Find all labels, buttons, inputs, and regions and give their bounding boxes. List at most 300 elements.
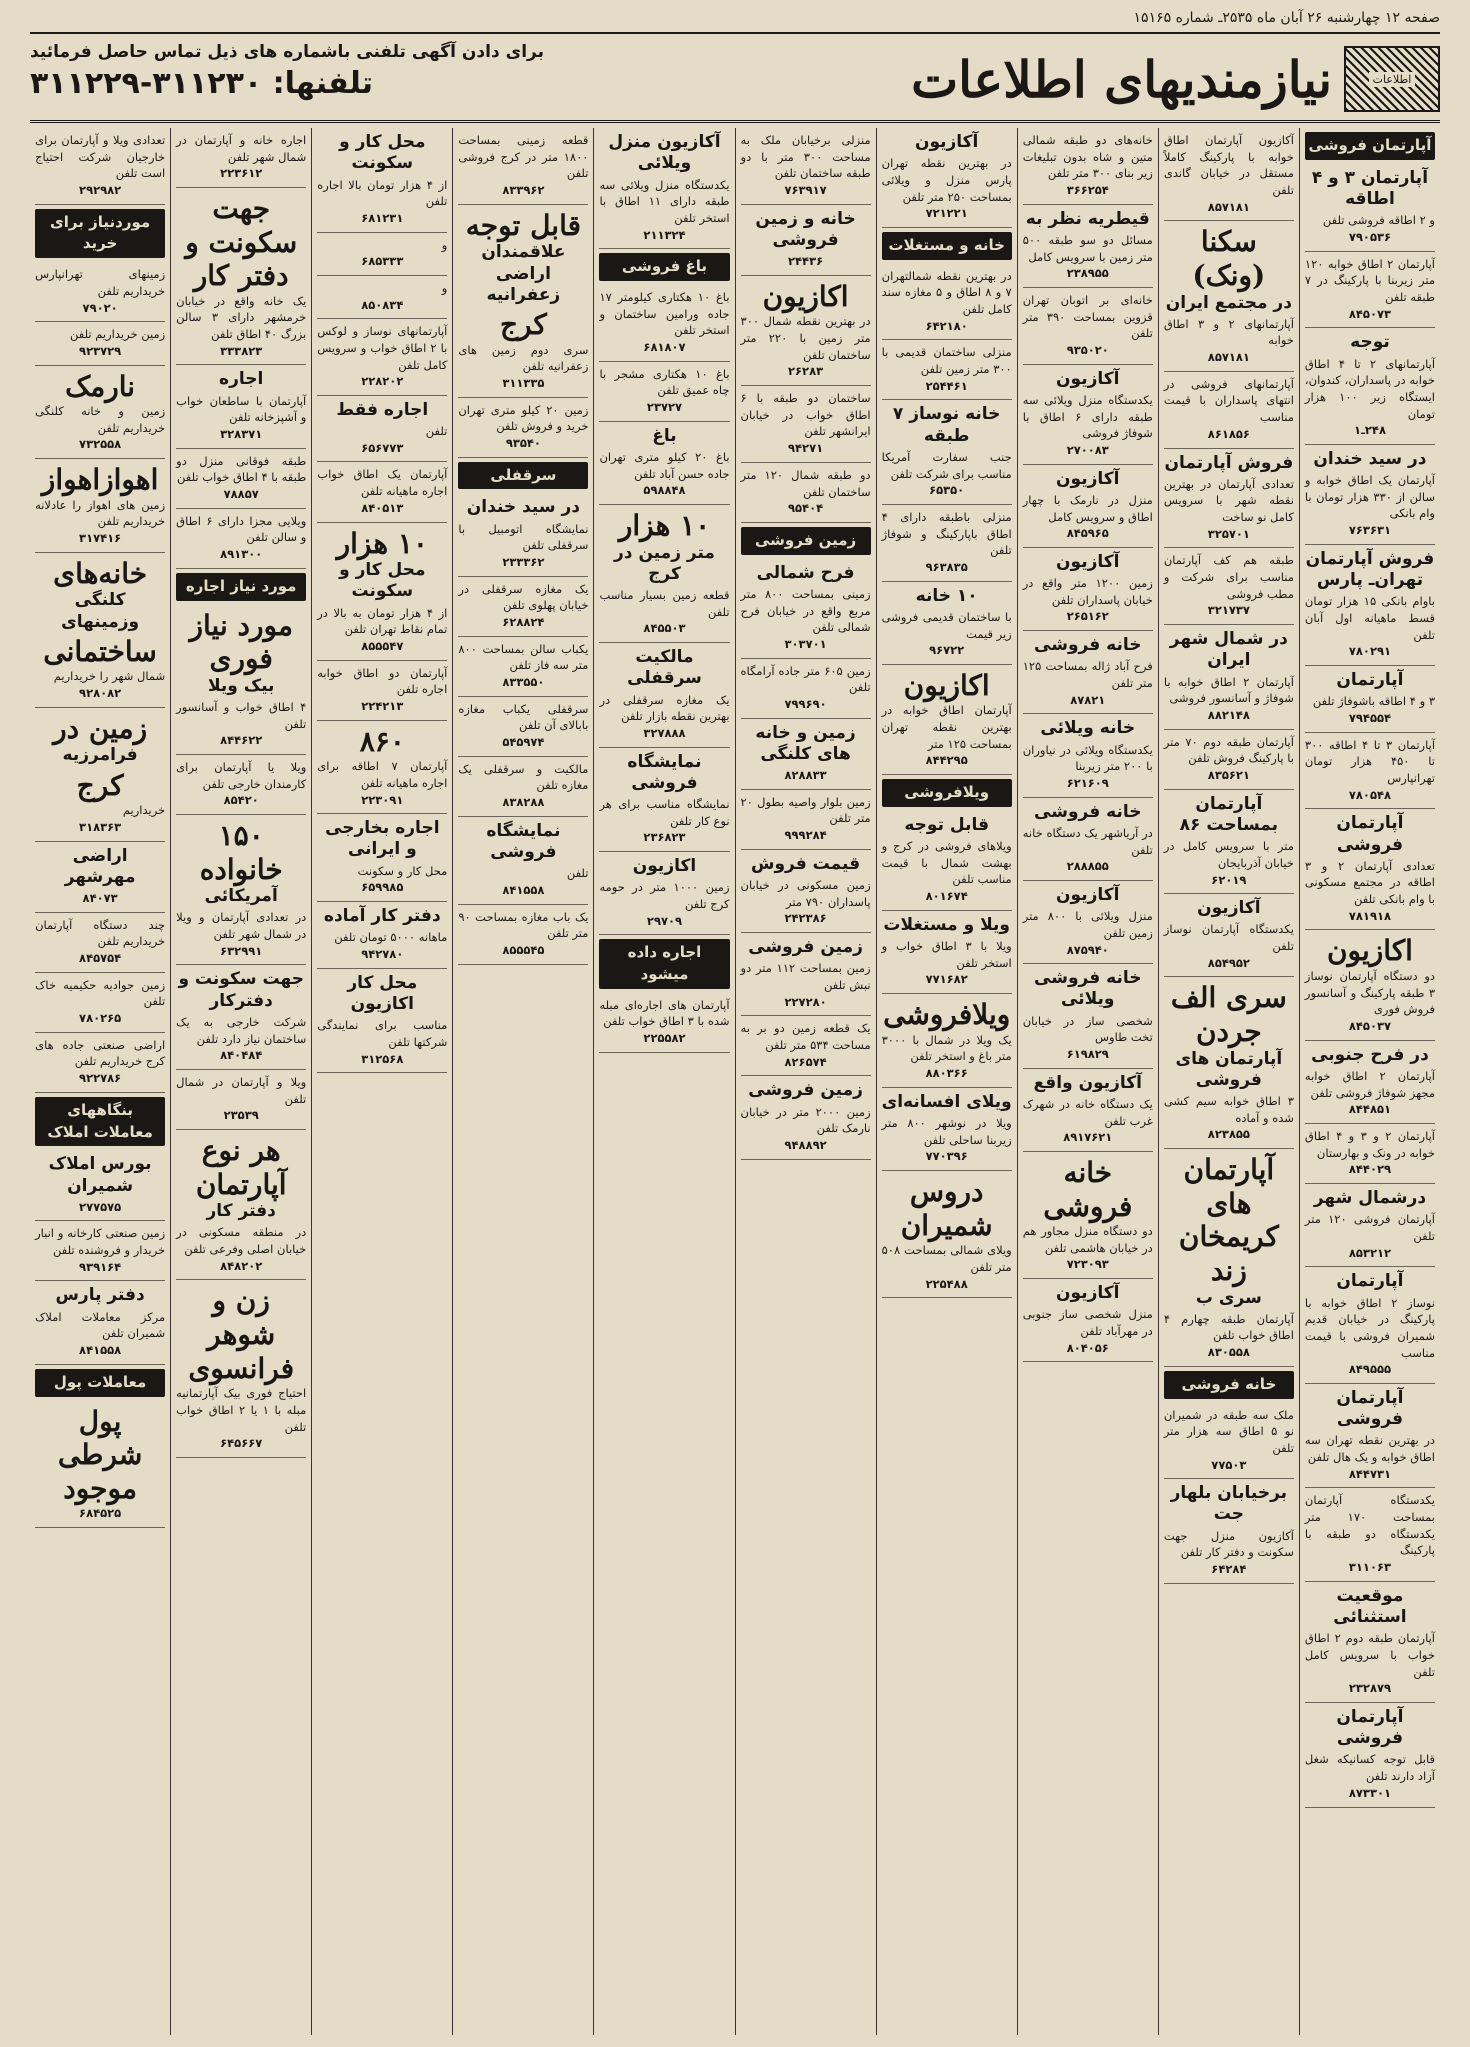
ad-phone: ۲۲۳۰۹۱ xyxy=(361,792,404,807)
ad-body: در بهترین نقطه شمال ۳۰۰ متر زمین با ۲۲۰ متر ساختمان تلفن xyxy=(740,314,871,362)
ad-display-heading: اکازیون xyxy=(762,279,849,313)
ad-body: ساختمان دو طبقه با ۶ اطاق خواب در خیابان ایرانشهر تلفن xyxy=(740,391,871,439)
classified-ad xyxy=(741,719,871,790)
classified-ad xyxy=(317,462,447,522)
classified-ad xyxy=(741,386,871,463)
classified-ad xyxy=(1305,1703,1435,1808)
ad-phone: ۷۹۰۵۳۶ xyxy=(1348,229,1392,244)
ad-phone: ۵۴۵۹۷۴ xyxy=(502,735,545,750)
ad-phone: ۲۴۲۳۸۶ xyxy=(784,911,827,926)
ad-body: باوام بانکی ۱۵ هزار تومان قسط ماهیانه اول آبان تلفن xyxy=(1304,594,1435,642)
ad-phone: ۸۸۲۱۴۸ xyxy=(1207,707,1250,722)
classified-ad xyxy=(35,322,165,365)
ad-body: طبقه هم کف آپارتمان مناسب برای شرکت و مطب فروشی xyxy=(1163,553,1294,601)
ad-body: یکدستگاه آپارتمان نوساز تلفن xyxy=(1163,922,1294,954)
section-header: خانه فروشی xyxy=(1164,1371,1294,1399)
ad-phone: ۷۸۰۵۴۸ xyxy=(1348,787,1392,802)
ad-heading: دفتر پارس xyxy=(55,1285,145,1306)
ad-body: زمین ۲۰۰۰ متر در خیابان نارمک تلفن xyxy=(740,1104,871,1136)
classified-ad xyxy=(458,697,588,757)
section-title: نیازمندیهای اطلاعات xyxy=(911,49,1332,109)
classified-ad xyxy=(176,755,306,815)
classified-ad xyxy=(176,449,306,509)
ad-phone: ۳۰۳۷۰۱ xyxy=(784,636,827,651)
ad-body: منزل شخصی ساز جنوبی در مهرآباد تلفن xyxy=(1022,1307,1153,1339)
ad-heading: زمین فروشی xyxy=(748,937,863,957)
classified-ad xyxy=(1164,128,1294,221)
ad-body: ۴ اطاق خواب و آسانسور تلفن xyxy=(176,699,307,731)
classified-ad xyxy=(176,1070,306,1130)
ad-body: آپارتمان طبقه دوم ۷۰ متر با پارکینگ فروش تلفن xyxy=(1163,734,1294,766)
classified-ad xyxy=(882,340,1012,400)
ad-heading: آکازیون xyxy=(914,132,979,152)
classified-ad xyxy=(1305,1384,1435,1489)
ad-body: آپارتمانهای نوساز و لوکس با ۲ اطاق خواب و سرویس کامل تلفن xyxy=(317,324,448,372)
section-header: موردنیاز برای خرید xyxy=(35,209,165,259)
ad-phone: ۸۲۶۵۷۴ xyxy=(784,1054,827,1069)
ad-phone: ۹۴۲۷۸۰ xyxy=(361,947,404,961)
ad-body: آپارتمان ۲ و ۳ و ۴ اطاق خوابه در ونک و بهارستان xyxy=(1304,1129,1435,1160)
classified-ad xyxy=(1305,930,1435,1040)
ad-heading: محل کار و سکونت xyxy=(339,132,426,174)
ad-body: ویلا با ۳ اطاق خواب و استخر تلفن xyxy=(881,939,1012,970)
contact-notice: برای دادن آگهی تلفنی باشماره های ذیل تماس حاصل فرمائید xyxy=(30,42,544,62)
classified-ad xyxy=(1164,977,1294,1149)
ad-display-heading: ۱۵۰ خانواده xyxy=(199,819,283,886)
classified-ad xyxy=(35,1150,165,1221)
ad-phone: ۶۳۲۹۹۱ xyxy=(220,943,263,958)
classified-ad xyxy=(317,814,447,902)
classified-ad xyxy=(599,285,729,362)
classified-ad xyxy=(882,811,1012,911)
classified-ad xyxy=(1305,1488,1435,1581)
ad-phone: ۸۳۸۲۸۸ xyxy=(502,795,545,810)
ad-phone: ۷۷۱۶۸۲ xyxy=(925,972,968,987)
classified-ad xyxy=(1023,1152,1153,1279)
ad-phone: ۹۵۴۰۴ xyxy=(788,501,824,516)
classified-ad xyxy=(35,553,165,708)
classified-ad xyxy=(1305,666,1435,733)
ad-phone: ۹۲۳۷۲۹ xyxy=(79,343,122,358)
ad-phone: ۳۱۱۳۳۵ xyxy=(502,375,545,390)
ad-phone: ۲۲۴۲۱۳ xyxy=(361,698,404,713)
classified-ad xyxy=(176,128,306,188)
ad-phone: ۷۸۰۲۶۵ xyxy=(79,1011,122,1026)
classified-ad xyxy=(35,708,165,842)
ad-phone: ۲۳۶۸۲۳ xyxy=(643,830,686,845)
ad-body: سرقفلی یکباب مغازه بابالای آن تلفن xyxy=(458,701,589,733)
classified-ad xyxy=(741,463,871,523)
ad-body: مناسب برای نمایندگی شرکتها تلفن xyxy=(317,1018,448,1049)
ad-phone: ۸۰۱۶۷۴ xyxy=(925,889,968,904)
classified-ad xyxy=(882,665,1012,775)
ad-display-heading: نارمک xyxy=(65,369,136,403)
ad-phone: ۸۴۴۰۲۹ xyxy=(1348,1162,1392,1177)
ad-heading: قابل توجه xyxy=(904,814,989,835)
column-3 xyxy=(1017,128,1158,2035)
ad-body: منزلی ساختمان قدیمی با ۳۰۰ متر زمین تلفن xyxy=(881,345,1012,377)
classified-ad xyxy=(1164,790,1294,895)
ad-phone: ۲۷۰۰۸۳ xyxy=(1066,442,1109,457)
ad-body: ۳ اطاق خوابه سیم کشی شده و آماده xyxy=(1163,1094,1294,1125)
classified-ad xyxy=(317,902,447,969)
ad-body: ویلایی مجزا دارای ۶ اطاق و سالن تلفن xyxy=(176,513,307,545)
ad-body: ماهانه ۵۰۰۰ تومان تلفن xyxy=(334,930,448,945)
ad-phone: ۲۸۸۸۵۵ xyxy=(1066,859,1109,874)
classified-ad xyxy=(599,748,729,853)
ad-phone: ۹۶۳۸۳۵ xyxy=(925,559,968,574)
ad-heading: سری ب xyxy=(1195,1287,1262,1308)
ad-phone: ۹۴۸۸۹۲ xyxy=(784,1137,827,1152)
classified-ad xyxy=(882,128,1012,228)
ad-body: یک باب مغازه بمساحت ۹۰ متر تلفن xyxy=(458,909,589,941)
classified-ad xyxy=(35,366,165,460)
ad-body: نمایشگاه مناسب برای هر نوع کار تلفن xyxy=(599,797,730,828)
ad-body: زمین بلوار واصیه بطول ۲۰ متر تلفن xyxy=(740,794,871,826)
ad-phone: ۸۵۳۲۱۲ xyxy=(1348,1245,1392,1260)
ad-display-heading: اکازیون xyxy=(903,668,990,702)
section-header: سرقفلی xyxy=(458,462,588,490)
ad-phone: ۶۴۲۱۸۰ xyxy=(925,318,968,333)
classified-ad xyxy=(317,233,447,276)
column-7 xyxy=(452,128,593,2035)
ad-heading: باغ xyxy=(652,425,677,446)
ad-body: آپارتمان ۷ اطاقه برای اجاره ماهیانه تلفن xyxy=(317,759,448,790)
classified-ad xyxy=(882,400,1012,505)
ad-body: باغ ۱۰ هکتاری کیلومتر ۱۷ جاده ورامین ساختمان و استخر تلفن xyxy=(599,289,730,338)
ad-heading: اجاره بخارجی و ایرانی xyxy=(325,818,440,860)
section-header: بنگاههای معاملات املاک xyxy=(35,1097,165,1147)
ad-phone: ۶۱۹۸۲۹ xyxy=(1066,1047,1109,1062)
classified-ad xyxy=(599,852,729,935)
ad-body: چند دستگاه آپارتمان خریداریم تلفن xyxy=(35,917,166,949)
ad-body: در تعدادی آپارتمان و ویلا در شمال شهر تلفن xyxy=(176,910,307,942)
ad-heading: اجاره فقط xyxy=(336,399,429,420)
ad-heading: قیمت فروش xyxy=(751,853,861,874)
contact-box xyxy=(30,42,850,116)
classified-ad xyxy=(882,994,1012,1088)
ad-phone: ۸۸۰۳۶۶ xyxy=(925,1066,968,1081)
ad-phone: ۳۲۸۳۷۱ xyxy=(220,427,263,442)
ad-heading: آکازیون xyxy=(1056,468,1120,489)
ad-heading: آپارتمان ۳ و ۴ اطاقه xyxy=(1311,167,1429,209)
ad-phone: ۸۵۰۸۳۴ xyxy=(361,297,404,312)
classified-ad xyxy=(1023,964,1153,1069)
ad-heading: آپارتمان xyxy=(1336,670,1404,691)
ad-phone: ۳۲۵۷۰۱ xyxy=(1207,526,1250,541)
classified-ad xyxy=(1023,465,1153,548)
ad-body: ملک سه طبقه در شمیران نو ۵ اطاق سه هزار متر تلفن xyxy=(1163,1407,1294,1455)
ad-phone: ۸۴۵۰۷۳ xyxy=(1348,306,1392,321)
ad-display-heading: هر نوع آپارتمان xyxy=(195,1133,287,1201)
column-8 xyxy=(311,128,452,2035)
ad-body: یک ویلا در شمال با ۳۰۰۰ متر باغ و استخر تلفن xyxy=(881,1032,1012,1064)
ad-display-heading-2: ساختمانی xyxy=(43,634,157,668)
ad-phone: ۸۴۱۵۵۸ xyxy=(502,882,545,897)
classified-ad xyxy=(1164,625,1294,730)
classified-ad xyxy=(35,1401,165,1528)
ad-body: زمینهای تهرانپارس خریداریم تلفن xyxy=(35,267,166,298)
ad-heading: درشمال شهر xyxy=(1313,1188,1427,1209)
classified-ad xyxy=(1164,1403,1294,1480)
ad-heading: فرامرزیه xyxy=(62,745,138,766)
classified-ad xyxy=(741,1016,871,1076)
ad-phone: ۸۴۰۴۸۴ xyxy=(220,1048,263,1063)
ad-heading: کلنگی وزمینهای xyxy=(61,590,140,632)
ad-phone: ۳۱۲۵۶۸ xyxy=(361,1051,404,1066)
ad-heading: آپارتمان فروشی xyxy=(1336,813,1404,855)
ad-phone: ۶۵۶۷۷۳ xyxy=(361,440,404,455)
ad-body: یک مغازه سرقفلی در بهترین نقطه بازار تلفن xyxy=(599,692,730,724)
ad-body: زمین های اهواز را عادلانه خریداریم تلفن xyxy=(35,497,166,529)
ad-display-heading: زن و شوهر فرانسوی xyxy=(188,1284,295,1385)
classified-ad xyxy=(741,659,871,719)
ad-body: آکازیون منزل جهت سکونت و دفتر کار تلفن xyxy=(1163,1528,1294,1560)
ad-body: شمال شهر را خریداریم xyxy=(53,669,166,684)
classified-ad xyxy=(1305,1184,1435,1267)
ad-phone: ۶۴۲۸۴ xyxy=(1211,1562,1247,1577)
classified-ad xyxy=(1305,1267,1435,1384)
classified-ad xyxy=(35,1281,165,1364)
ad-phone: ۸۳۵۶۲۱ xyxy=(1207,767,1250,782)
ad-heading: فرح شمالی xyxy=(756,562,855,583)
classified-ad xyxy=(1164,548,1294,625)
classified-ad xyxy=(458,493,588,576)
ad-display-heading: قابل توجه xyxy=(465,208,582,242)
classified-ad xyxy=(458,817,588,905)
ad-body: یک مغازه سرقفلی در خیابان پهلوی تلفن xyxy=(458,581,589,613)
ad-phone: ۲۴۴۳۶ xyxy=(788,254,824,269)
classified-ad xyxy=(741,1076,871,1159)
classified-ad xyxy=(317,523,447,661)
ad-heading: آکازیون واقع xyxy=(1033,1072,1143,1093)
classified-ad xyxy=(1023,288,1153,365)
ad-display-heading: زمین در xyxy=(53,711,148,745)
classified-ad xyxy=(1164,1479,1294,1584)
ad-phone: ۲۳۲۸۷۹ xyxy=(1348,1681,1392,1696)
ad-phone: ۷۲۳۰۹۳ xyxy=(1066,1257,1109,1272)
classified-ad xyxy=(1023,798,1153,881)
column-2 xyxy=(1158,128,1299,2035)
ad-heading: توجه xyxy=(1350,332,1390,353)
ad-phone: ۳۱۱۰۶۳ xyxy=(1348,1560,1392,1575)
column-5 xyxy=(735,128,876,2035)
classified-ad xyxy=(599,422,729,505)
ad-body: آپارتمان اطاق خوابه در بهترین نقطه تهران بمساحت ۱۲۵ متر xyxy=(881,703,1012,751)
ad-display-heading: ۱۰ هزار xyxy=(336,526,428,560)
classified-ad xyxy=(458,398,588,458)
ad-heading: اکازیون xyxy=(632,856,697,877)
ad-phone: ۷۸۸۵۷ xyxy=(223,487,259,502)
classified-ad xyxy=(458,757,588,817)
ad-heading: آپارتمان فروشی xyxy=(1336,1387,1404,1430)
ad-heading: موقعیت استثنائی xyxy=(1333,1585,1407,1628)
classified-ad xyxy=(1305,733,1435,810)
ad-heading: اجاره xyxy=(219,369,264,390)
classified-ad xyxy=(35,262,165,322)
ad-body: ویلا یا آپارتمان برای کارمندان خارجی تلفن xyxy=(176,759,307,791)
ad-display-heading: خانه‌های xyxy=(53,556,148,590)
ad-body: در بهترین نقطه شمالتهران ۷ و ۸ اطاق و ۵ مغازه سند کامل تلفن xyxy=(881,268,1012,317)
ad-body: از ۴ هزار تومان به بالا در تمام نقاط تهران تلفن xyxy=(317,605,448,637)
ad-heading: آپارتمان های فروشی xyxy=(1175,1048,1283,1090)
column-6 xyxy=(593,128,734,2035)
classified-ad xyxy=(599,643,729,748)
column-10 xyxy=(30,128,170,2035)
ad-phone: ۲۲۵۴۸۸ xyxy=(925,1276,968,1291)
logo-text: اطلاعات xyxy=(1369,72,1416,87)
ad-phone: ۷۶۳۶۳۱ xyxy=(1348,523,1392,538)
ad-phone: ۹۳۹۱۶۴ xyxy=(79,1259,122,1274)
ad-body: دو دستگاه آپارتمان نوساز ۳ طبقه پارکینگ و آسانسور فروش فوری xyxy=(1304,969,1435,1017)
ad-body: یکدستگاه منزل ویلائی سه طبقه دارای ۱۱ اطاق با استخر تلفن xyxy=(599,177,730,225)
ad-phone: ۸۲۸۸۳۳ xyxy=(784,768,827,783)
ad-heading: فروش آپارتمان تهران‌ـ پارس xyxy=(1305,548,1435,591)
ad-body: طبقه فوقانی منزل دو طبقه با ۴ اطاق خواب تلفن xyxy=(176,453,307,485)
ad-body: آپارتمان ۳ تا ۴ اطاقه ۳۰۰ تا ۴۵۰ هزار تومان تهرانپارس xyxy=(1304,737,1436,785)
classified-ad xyxy=(317,721,447,815)
ad-phone: ۶۸۱۸۰۷ xyxy=(643,339,686,354)
ad-body: مرکز معاملات املاک شمیران تلفن xyxy=(35,1309,166,1341)
ad-body: جنب سفارت آمریکا مناسب برای شرکت تلفن xyxy=(881,449,1012,481)
ad-heading: نمایشگاه فروشی xyxy=(627,751,702,793)
ad-display-heading: آپارتمان های کریمخان زند xyxy=(1178,1153,1279,1287)
ad-body: قطعه زمین بسیار مناسب تلفن xyxy=(599,588,730,619)
classified-ad xyxy=(741,276,871,386)
ad-phone: ۸۴۰۵۱۳ xyxy=(361,500,404,515)
ad-phone: ۳۶۶۲۵۴ xyxy=(1066,183,1109,198)
classified-ad xyxy=(317,661,447,721)
ad-phone: ۸۴۰۷۳ xyxy=(82,891,118,906)
ad-phone: ۹۹۹۲۸۴ xyxy=(784,828,827,843)
ad-phone: ۸۴۴۲۹۵ xyxy=(925,753,968,768)
ad-phone: ۸۴۴۷۳۱ xyxy=(1348,1466,1392,1481)
classified-ad xyxy=(741,559,871,659)
ad-body: در منطقه مسکونی در خیابان اصلی وفرعی تلفن xyxy=(176,1225,307,1257)
ad-phone: ۸۰۴۰۵۶ xyxy=(1066,1340,1109,1355)
ad-body: قابل توجه کسانیکه شغل آزاد دارند تلفن xyxy=(1304,1752,1435,1784)
ad-heading: خانه فروشی xyxy=(1034,801,1142,822)
ad-phone: ۳۲۷۸۸۸ xyxy=(643,725,686,740)
classified-ad xyxy=(1305,1582,1435,1703)
ad-body: یکباب سالن بمساحت ۸۰۰ متر سه فاز تلفن xyxy=(458,641,589,673)
classified-ad xyxy=(1023,205,1153,288)
ad-phone: ۶۲۰۱۹ xyxy=(1211,872,1247,887)
ad-body: یکدستگاه منزل ویلائی سه طبقه دارای ۶ اطاق با شوفاژ فروشی xyxy=(1022,392,1153,441)
ad-phone: ۸۴۵۹۶۵ xyxy=(1066,526,1109,541)
ad-phone: ۶۲۸۸۲۴ xyxy=(502,615,545,630)
classified-ad xyxy=(599,505,729,643)
ad-body: متر با سرویس کامل در خیابان آذربایجان xyxy=(1163,839,1294,870)
ad-phone: ۳۱۷۴۱۶ xyxy=(79,531,122,546)
ad-body: ویلاهای فروشی در کرج و بهشت شمال با قیمت مناسب تلفن xyxy=(881,839,1012,887)
ad-phone: ۲۳۸۹۵۵ xyxy=(1066,266,1109,281)
ad-body: تلفن xyxy=(566,866,589,881)
ad-body: فرح آباد ژاله بمساحت ۱۲۵ متر تلفن xyxy=(1022,659,1153,691)
ad-phone: ۸۷۳۳۰۱ xyxy=(1348,1785,1392,1800)
ad-phone: ۹۴۲۷۱ xyxy=(788,441,824,456)
classified-ad xyxy=(1023,881,1153,964)
ad-phone: ۹۲۲۷۸۶ xyxy=(79,1071,122,1086)
section-header: زمین فروشی xyxy=(741,527,871,555)
ad-body: و xyxy=(441,237,448,252)
ad-body: سری دوم زمین های زعفرانیه تلفن xyxy=(458,342,589,374)
section-header: معاملات پول xyxy=(35,1369,165,1397)
ad-heading: علاقمندان اراضی زعفرانیه xyxy=(481,242,566,305)
classified-ad xyxy=(317,319,447,396)
ad-heading: آپارتمان بمساحت ۸۶ xyxy=(1179,793,1279,835)
ad-body: دو طبقه شمال ۱۲۰ متر ساختمان تلفن xyxy=(740,467,871,499)
ad-phone: ۶۲۱۶۰۹ xyxy=(1066,775,1109,790)
ad-body: با ساختمان قدیمی فروشی زیر قیمت xyxy=(881,609,1012,641)
classified-ad xyxy=(1023,365,1153,465)
classified-ad xyxy=(1305,445,1435,545)
ad-heading: دفتر کار آماده xyxy=(323,906,441,927)
ad-body: آپارتمان با ساطعان خواب و آشپزخانه تلفن xyxy=(176,393,307,425)
ad-heading: خانه فروشی xyxy=(1034,635,1142,656)
page-folio: صفحه ۱۲ چهارشنبه ۲۶ آبان ماه ۲۵۳۵ـ شماره ۱۵۱۶۵ xyxy=(30,10,1440,34)
ad-display-heading: پول شرطی موجود xyxy=(57,1404,143,1505)
ad-phone: ۶۵۳۵۰ xyxy=(929,483,965,498)
ad-body: یک دستگاه خانه در شهرک غرب تلفن xyxy=(1022,1096,1153,1128)
ad-heading: آکازیون xyxy=(1056,551,1120,572)
ad-body: اراضی صنعتی جاده های کرج خریداریم تلفن xyxy=(35,1037,166,1069)
ad-body: احتیاج فوری بیک آپارتمانیه مبله با ۱ یا ۲ اطاق خواب تلفن xyxy=(176,1386,307,1434)
ad-body: یکدستگاه آپارتمان بمساحت ۱۷۰ متر یکدستگاه دو طبقه با پارکینگ xyxy=(1304,1493,1435,1558)
ad-phone: ۲۷۷۵۷۵ xyxy=(79,1199,122,1214)
ad-heading: زمین فروشی xyxy=(748,1080,863,1101)
ad-heading: فروش آپارتمان xyxy=(1164,452,1294,473)
classified-ad xyxy=(176,1130,306,1280)
classified-ad xyxy=(1164,1149,1294,1367)
ad-phone: ۸۴۹۵۵۵ xyxy=(1348,1362,1392,1377)
classified-ad xyxy=(35,973,165,1033)
classified-ad xyxy=(599,362,729,422)
ad-phone: ۵۹۸۸۴۸ xyxy=(643,483,686,498)
ad-heading: خانه ویلائی xyxy=(1040,718,1136,739)
ad-body: در بهترین نقطه تهران سه اطاق خوابه و یک هال تلفن xyxy=(1304,1433,1435,1465)
ad-body: شخصی ساز در خیابان تخت طاوس xyxy=(1022,1013,1153,1045)
ad-heading: آپارتمان xyxy=(1336,1271,1404,1292)
classified-ad xyxy=(458,637,588,697)
classified-ad xyxy=(1305,328,1435,445)
ad-heading: متر زمین در کرج xyxy=(614,542,715,584)
classified-ad xyxy=(1023,548,1153,631)
ad-body: زمین مسکونی در خیابان پاسداران ۷۹۰ متر xyxy=(740,877,871,909)
ad-body: آپارتمان دو اطاق خوابه اجاره تلفن xyxy=(317,665,448,697)
classified-ad xyxy=(317,276,447,319)
ad-phone: ۸۴۴۸۵۱ xyxy=(1348,1102,1392,1117)
ad-heading: در سید خندان xyxy=(466,497,580,518)
ad-body: ویلا در نوشهر ۸۰۰ متر زیربنا ساحلی تلفن xyxy=(881,1115,1012,1147)
ad-body: تعدادی آپارتمان در بهترین نقطه شهر با سرویس کامل نو ساخت xyxy=(1163,476,1294,525)
ad-body: محل کار و سکونت xyxy=(357,863,448,878)
ad-body: یک قطعه زمین دو بر به مساحت ۵۳۴ متر تلفن xyxy=(740,1021,871,1052)
ad-body: زمین جوادیه حکیمیه خاک تلفن xyxy=(35,977,166,1009)
ad-heading: خانه نوساز ۷ طبقه xyxy=(892,404,1001,446)
ad-body: آپارتمان ۲ اطاق خوابه ۱۲۰ متر زیربنا با پارکینگ در ۷ طبقه تلفن xyxy=(1304,256,1435,304)
contact-phones: تلفنها: ۳۱۱۲۳۰-۳۱۱۲۲۹ xyxy=(30,66,374,101)
classified-ad xyxy=(1305,252,1435,329)
ad-phone: ۶۸۱۲۳۱ xyxy=(361,210,404,225)
ad-heading: آکازیون xyxy=(1056,884,1120,905)
ad-display-heading: دروس شمیران xyxy=(900,1174,993,1242)
ad-body: نوساز ۲ اطاق خوابه با پارکینگ در خیابان قدیم شمیران فروشی با قیمت مناسب xyxy=(1304,1295,1435,1360)
ad-phone: ۷۷۵۰۳ xyxy=(1211,1457,1247,1472)
ad-body: و xyxy=(441,280,448,295)
ad-body: آپارتمانهای فروشی در انتهای پاسداران با قیمت مناسب xyxy=(1163,376,1294,425)
ad-phone: ۲۵۴۴۶۱ xyxy=(925,378,968,393)
